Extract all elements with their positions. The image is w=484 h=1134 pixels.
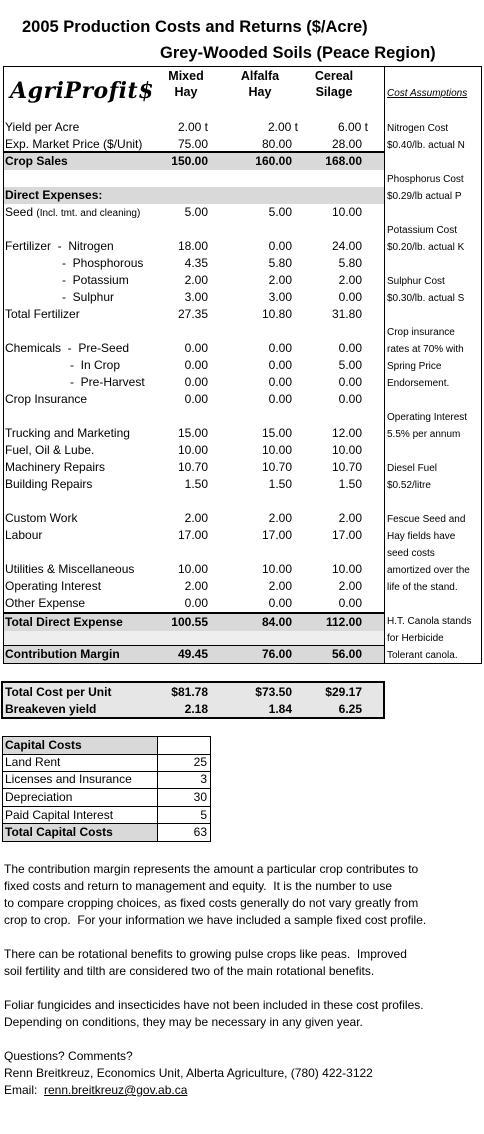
row-value: 2.00 t [267,120,298,134]
assumption-line: Sulphur Cost [387,276,445,287]
row-value: 5.00 [338,358,362,372]
row-value: 10.70 [177,460,208,474]
row-value: 17.00 [261,528,292,542]
row-value: 24.00 [331,239,362,253]
summary-value: $81.78 [171,685,208,699]
row-value: 84.00 [261,615,292,629]
row-value: 160.00 [255,154,292,168]
row-value: 0.00 [268,375,292,389]
row-label: Machinery Repairs [5,460,106,474]
row-value: 10.80 [261,307,292,321]
row-label: Trucking and Marketing [5,426,130,440]
assumption-line: $0.52/litre [387,480,431,491]
email-link[interactable]: renn.breitkreuz@gov.ab.ca [44,1083,188,1097]
summary-left-border [1,681,3,719]
row-label: Direct Expenses: [5,188,103,202]
summary-right-border [383,681,385,719]
capital-bottom-border [2,841,211,842]
row-label: Fertilizer - Nitrogen [5,239,114,253]
row-value: 15.00 [261,426,292,440]
table-top-border [3,66,482,67]
summary-value: $73.50 [255,685,292,699]
capital-value: 3 [200,772,207,786]
row-value: 2.00 [184,511,208,525]
row-value: 168.00 [325,154,362,168]
column-header-mixed-hay [160,68,212,100]
assumption-line: H.T. Canola stands [387,616,472,627]
row-value: 0.00 [338,596,362,610]
capital-right-border [210,736,211,842]
row-value: 3.00 [184,290,208,304]
note-paragraph: Foliar fungicides and insecticides have not been included in these cost profiles. Depending on conditions, they may be necessary in any given year. [4,998,424,1029]
page-title: 2005 Production Costs and Returns ($/Acre) [22,18,368,36]
row-value: 2.00 [184,273,208,287]
capital-value: 5 [200,808,207,822]
email-line [4,1082,187,1099]
summary-label: Breakeven yield [5,702,97,716]
assumption-line: Fescue Seed and [387,514,466,525]
row-value: 0.00 [268,341,292,355]
column-header-cereal-silage [306,68,362,100]
assumption-line: $0.29/lb actual P [387,191,462,202]
row-value: 15.00 [177,426,208,440]
column-header-line1: Mixed [168,69,204,83]
row-value: 0.00 [184,392,208,406]
column-header-line2: Silage [315,85,353,99]
assumption-line: amortized over the [387,565,470,576]
email-label: Email: [4,1083,38,1097]
assumption-line: Endorsement. [387,378,450,389]
row-value: 2.00 [268,273,292,287]
gap-shade [4,631,384,645]
table-divider [384,66,385,663]
assumption-line: Hay fields have [387,531,456,542]
row-label: - Sulphur [62,290,115,304]
contact-paragraph: Questions? Comments? Renn Breitkreuz, Economics Unit, Alberta Agriculture, (780) 422-3122 [4,1049,373,1080]
row-value: 4.35 [184,256,208,270]
assumption-line: Crop insurance [387,327,455,338]
row-label: Fuel, Oil & Lube. [5,443,95,457]
assumption-line: Operating Interest [387,412,468,423]
row-label: Contribution Margin [5,647,120,661]
column-header-line2: Hay [248,85,272,99]
row-value: 10.00 [331,562,362,576]
summary-top-border [1,681,385,683]
row-value: 100.55 [171,615,208,629]
row-value: 5.80 [338,256,362,270]
row-label: - Pre-Harvest [70,375,145,389]
row-value: 2.00 [268,579,292,593]
note-paragraph: The contribution margin represents the amount a particular crop contributes to fixed costs and return to management and equity. It is the number to use to compare cropping choices, as fixed costs generally do not vary greatly from crop to crop. For your information we have included a sample fixed cost profile. [4,862,427,927]
table-right-border [481,66,482,663]
assumption-line: $0.20/lb. actual K [387,242,465,253]
row-value: 5.80 [268,256,292,270]
row-value: 1.50 [268,477,292,491]
assumption-line: Potassium Cost [387,225,458,236]
seed-label: Seed [5,205,34,219]
row-value: 6.00 t [337,120,368,134]
column-header-line1: Cereal [314,69,354,83]
capital-value: 63 [193,825,207,839]
cost-assumptions-header: Cost Assumptions [387,88,468,99]
row-value: 0.00 [338,392,362,406]
row-value: 12.00 [331,426,362,440]
summary-value: $29.17 [325,685,362,699]
row-value: 0.00 [268,392,292,406]
row-value: 2.00 [184,579,208,593]
row-value: 112.00 [325,615,362,629]
row-value: 80.00 [261,137,292,151]
row-value: 1.50 [338,477,362,491]
row-value: 10.00 [331,443,362,457]
row-label: Custom Work [5,511,78,525]
row-label: Other Expense [5,596,86,610]
capital-value: 30 [193,790,207,804]
row-label: - Phosphorous [62,256,144,270]
row-label: Building Repairs [5,477,93,491]
seed-label-note: (Incl. tmt. and cleaning) [36,208,141,219]
agriprofit-logo: AgriProfit$ [10,78,154,104]
row-label: Exp. Market Price ($/Unit) [5,137,143,151]
assumption-line: Diesel Fuel [387,463,438,474]
row-value: 10.70 [261,460,292,474]
row-value: 56.00 [331,647,362,661]
row-label: Total Fertilizer [5,307,80,321]
row-value: 27.35 [177,307,208,321]
row-label: Operating Interest [5,579,102,593]
row-label: - Potassium [62,273,129,287]
column-header-line2: Hay [174,85,198,99]
row-value: 0.00 [184,358,208,372]
row-value: 0.00 [184,596,208,610]
row-value: 17.00 [177,528,208,542]
row-label: - In Crop [70,358,121,372]
assumption-line: rates at 70% with [387,344,464,355]
row-label: Crop Insurance [5,392,88,406]
assumption-line: 5.5% per annum [387,429,461,440]
capital-label: Licenses and Insurance [5,772,132,786]
row-value: 10.00 [177,443,208,457]
row-value: 0.00 [338,341,362,355]
summary-label: Total Cost per Unit [5,685,112,699]
row-value: 18.00 [177,239,208,253]
assumption-line: seed costs [387,548,435,559]
page-subtitle: Grey-Wooded Soils (Peace Region) [160,44,436,62]
row-value: 2.00 [268,511,292,525]
row-value: 1.50 [184,477,208,491]
summary-value: 1.84 [268,702,292,716]
row-value: 10.70 [331,460,362,474]
row-value: 0.00 [338,375,362,389]
row-value: 150.00 [171,154,208,168]
row-label: Utilities & Miscellaneous [5,562,135,576]
column-header-line1: Alfalfa [240,69,280,83]
assumption-line: $0.30/lb. actual S [387,293,465,304]
assumption-line: Spring Price [387,361,442,372]
row-value: 0.00 [338,290,362,304]
row-value: 2.00 t [177,120,208,134]
capital-label: Depreciation [5,790,73,804]
row-value: 75.00 [177,137,208,151]
row-value: 2.00 [338,511,362,525]
row-value: 5.00 [184,205,208,219]
row-value: 3.00 [268,290,292,304]
row-value: 31.80 [331,307,362,321]
row-value: 0.00 [268,239,292,253]
capital-label: Land Rent [5,755,61,769]
row-value: 0.00 [184,375,208,389]
row-label: Total Direct Expense [5,615,123,629]
assumption-line: life of the stand. [387,582,458,593]
summary-value: 6.25 [338,702,362,716]
row-value: 10.00 [331,205,362,219]
row-value: 0.00 [268,596,292,610]
assumption-line: for Herbicide [387,633,444,644]
row-value: 2.00 [338,273,362,287]
column-header-alfalfa-hay [232,68,288,100]
row-label: Labour [5,528,43,542]
assumption-line: Phosphorus Cost [387,174,464,185]
row-label [5,204,140,222]
row-value: 0.00 [268,358,292,372]
assumption-line: Tolerant canola. [387,650,458,661]
capital-label: Total Capital Costs [5,825,113,839]
summary-value: 2.18 [184,702,208,716]
capital-divider [157,736,158,842]
row-value: 28.00 [331,137,362,151]
assumption-line: $0.40/lb. actual N [387,140,465,151]
row-label: Chemicals - Pre-Seed [5,341,130,355]
row-value: 49.45 [177,647,208,661]
capital-header: Capital Costs [5,738,82,752]
row-value: 76.00 [261,647,292,661]
row-value: 0.00 [184,341,208,355]
row-value: 10.00 [177,562,208,576]
row-value: 10.00 [261,443,292,457]
capital-label: Paid Capital Interest [5,808,114,822]
assumption-line: Nitrogen Cost [387,123,449,134]
row-value: 2.00 [338,579,362,593]
capital-left-border [2,736,3,842]
row-value: 17.00 [331,528,362,542]
row-value: 10.00 [261,562,292,576]
capital-value: 25 [193,755,207,769]
row-label: Crop Sales [5,154,68,168]
row-label: Yield per Acre [5,120,80,134]
row-value: 5.00 [268,205,292,219]
note-paragraph: There can be rotational benefits to growing pulse crops like peas. Improved soil fertility and tilth are considered two of the main rotational benefits. [4,947,407,978]
